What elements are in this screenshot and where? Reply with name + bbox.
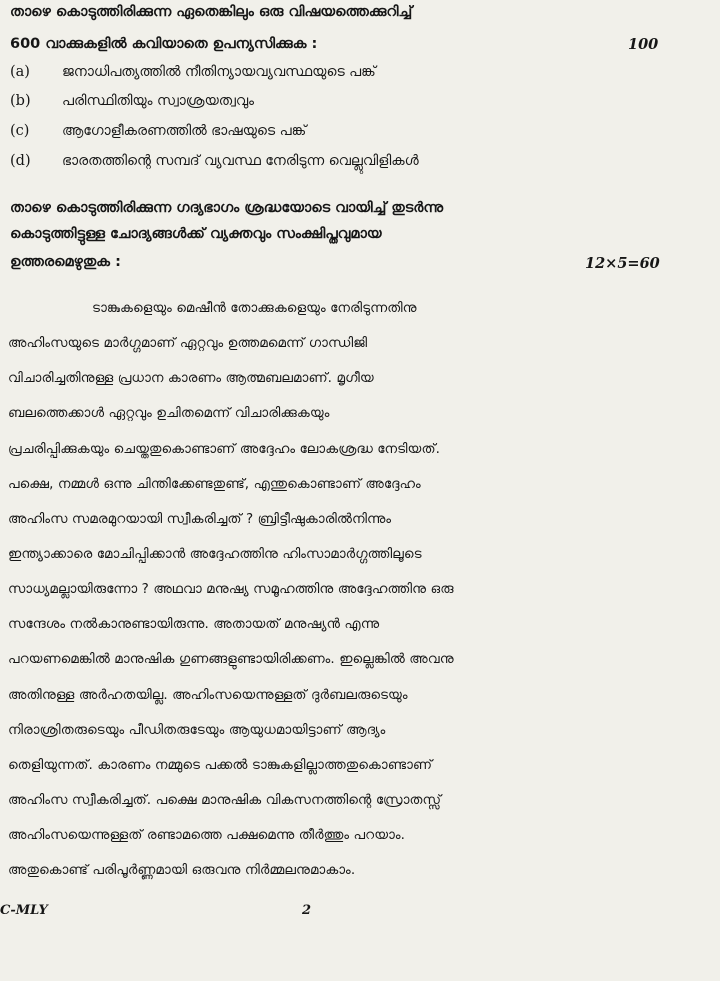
paper-code: C-MLY xyxy=(0,903,48,918)
passage-line: അതിനുള്ള അർഹതയില്ല. അഹിംസയെന്നുള്ളത് ദുർബലരുടെയും xyxy=(8,687,408,703)
passage-line: അഹിംസയെന്നുള്ളത് രണ്ടാമത്തെ പക്ഷമെന്നു തീർത്തും പറയാം. xyxy=(8,827,405,843)
option-text: ജനാധിപത്യത്തിൽ നീതിന്യായവ്യവസ്ഥയുടെ പങ്ക് xyxy=(62,64,376,80)
essay-question-heading-line1: താഴെ കൊടുത്തിരിക്കുന്ന ഏതെങ്കിലും ഒരു വിഷയത്തെക്കുറിച്ച് xyxy=(10,4,413,20)
passage-line: പറയണമെങ്കിൽ മാനുഷിക ഗുണങ്ങളുണ്ടായിരിക്കണം. ഇല്ലെങ്കിൽ അവനു xyxy=(8,651,454,667)
option-letter: (c) xyxy=(10,123,30,139)
passage-question-heading-line3: ഉത്തരമെഴുതുക : xyxy=(10,254,121,270)
option-text: പരിസ്ഥിതിയും സ്വാശ്രയത്വവും xyxy=(62,93,255,109)
essay-question-marks: 100 xyxy=(628,36,659,53)
option-text: ആഗോളീകരണത്തിൽ ഭാഷയുടെ പങ്ക് xyxy=(62,123,307,139)
passage-line: അഹിംസയുടെ മാർഗ്ഗമാണ് ഏറ്റവും ഉത്തമമെന്ന് ഗാന്ധിജി xyxy=(8,335,368,351)
option-letter: (d) xyxy=(10,153,31,169)
passage-line: പ്രചരിപ്പിക്കുകയും ചെയ്തതുകൊണ്ടാണ് അദ്ദേഹം ലോകശ്രദ്ധ നേടിയത്. xyxy=(8,441,441,457)
passage-line: പക്ഷെ, നമ്മൾ ഒന്നു ചിന്തിക്കേണ്ടതുണ്ട്, എന്തുകൊണ്ടാണ് അദ്ദേഹം xyxy=(8,476,421,492)
passage-line: അതുകൊണ്ട് പരിപൂർണ്ണമായി ഒരുവനു നിർമ്മലനുമാകാം. xyxy=(8,862,356,878)
passage-line: ഇന്ത്യാക്കാരെ മോചിപ്പിക്കാൻ അദ്ദേഹത്തിനു ഹിംസാമാർഗ്ഗത്തിലൂടെ xyxy=(8,546,422,562)
page-number: 2 xyxy=(302,903,312,918)
passage-line: വിചാരിച്ചതിനുള്ള പ്രധാന കാരണം ആത്മബലമാണ്. മൃഗീയ xyxy=(8,370,374,386)
passage-line: തെളിയുന്നത്. കാരണം നമ്മുടെ പക്കൽ ടാങ്കുകളില്ലാത്തതുകൊണ്ടാണ് xyxy=(8,757,433,773)
passage-line: ടാങ്കുകളെയും മെഷീൻ തോക്കുകളെയും നേരിടുന്നതിനു xyxy=(92,300,417,316)
passage-line: സാധ്യമല്ലായിരുന്നോ ? അഥവാ മനുഷ്യ സമൂഹത്തിനു അദ്ദേഹത്തിനു ഒരു xyxy=(8,581,454,597)
passage-line: ബലത്തെക്കാൾ ഏറ്റവും ഉചിതമെന്ന് വിചാരിക്കുകയും xyxy=(8,405,330,421)
passage-line: അഹിംസ സമരമുറയായി സ്വീകരിച്ചത് ? ബ്രിട്ടീഷുകാരിൽനിന്നും xyxy=(8,511,392,527)
option-text: ഭാരതത്തിന്റെ സമ്പദ് വ്യവസ്ഥ നേരിടുന്ന വെല്ലുവിളികൾ xyxy=(62,153,419,169)
passage-question-heading-line2: കൊടുത്തിട്ടുള്ള ചോദ്യങ്ങൾക്ക് വ്യക്തവും സംക്ഷിപ്തവുമായ xyxy=(10,226,382,242)
option-letter: (a) xyxy=(10,64,30,80)
essay-question-heading-line2: 600 വാക്കുകളിൽ കവിയാതെ ഉപന്യസിക്കുക : xyxy=(10,36,318,52)
passage-question-heading-line1: താഴെ കൊടുത്തിരിക്കുന്ന ഗദ്യഭാഗം ശ്രദ്ധയോടെ വായിച്ച് തുടർന്നു xyxy=(10,200,444,216)
option-letter: (b) xyxy=(10,93,31,109)
passage-question-marks: 12×5=60 xyxy=(585,255,660,272)
passage-line: നിരാശ്രിതരുടെയും പീഡിതരുടേയും ആയുധമായിട്ടാണ് ആദ്യം xyxy=(8,722,386,738)
passage-line: അഹിംസ സ്വീകരിച്ചത്. പക്ഷെ മാനുഷിക വികസനത്തിന്റെ സ്രോതസ്സ് xyxy=(8,792,442,808)
passage-line: സന്ദേശം നൽകാനുണ്ടായിരുന്നു. അതായത് മനുഷ്യൻ എന്നു xyxy=(8,616,380,632)
